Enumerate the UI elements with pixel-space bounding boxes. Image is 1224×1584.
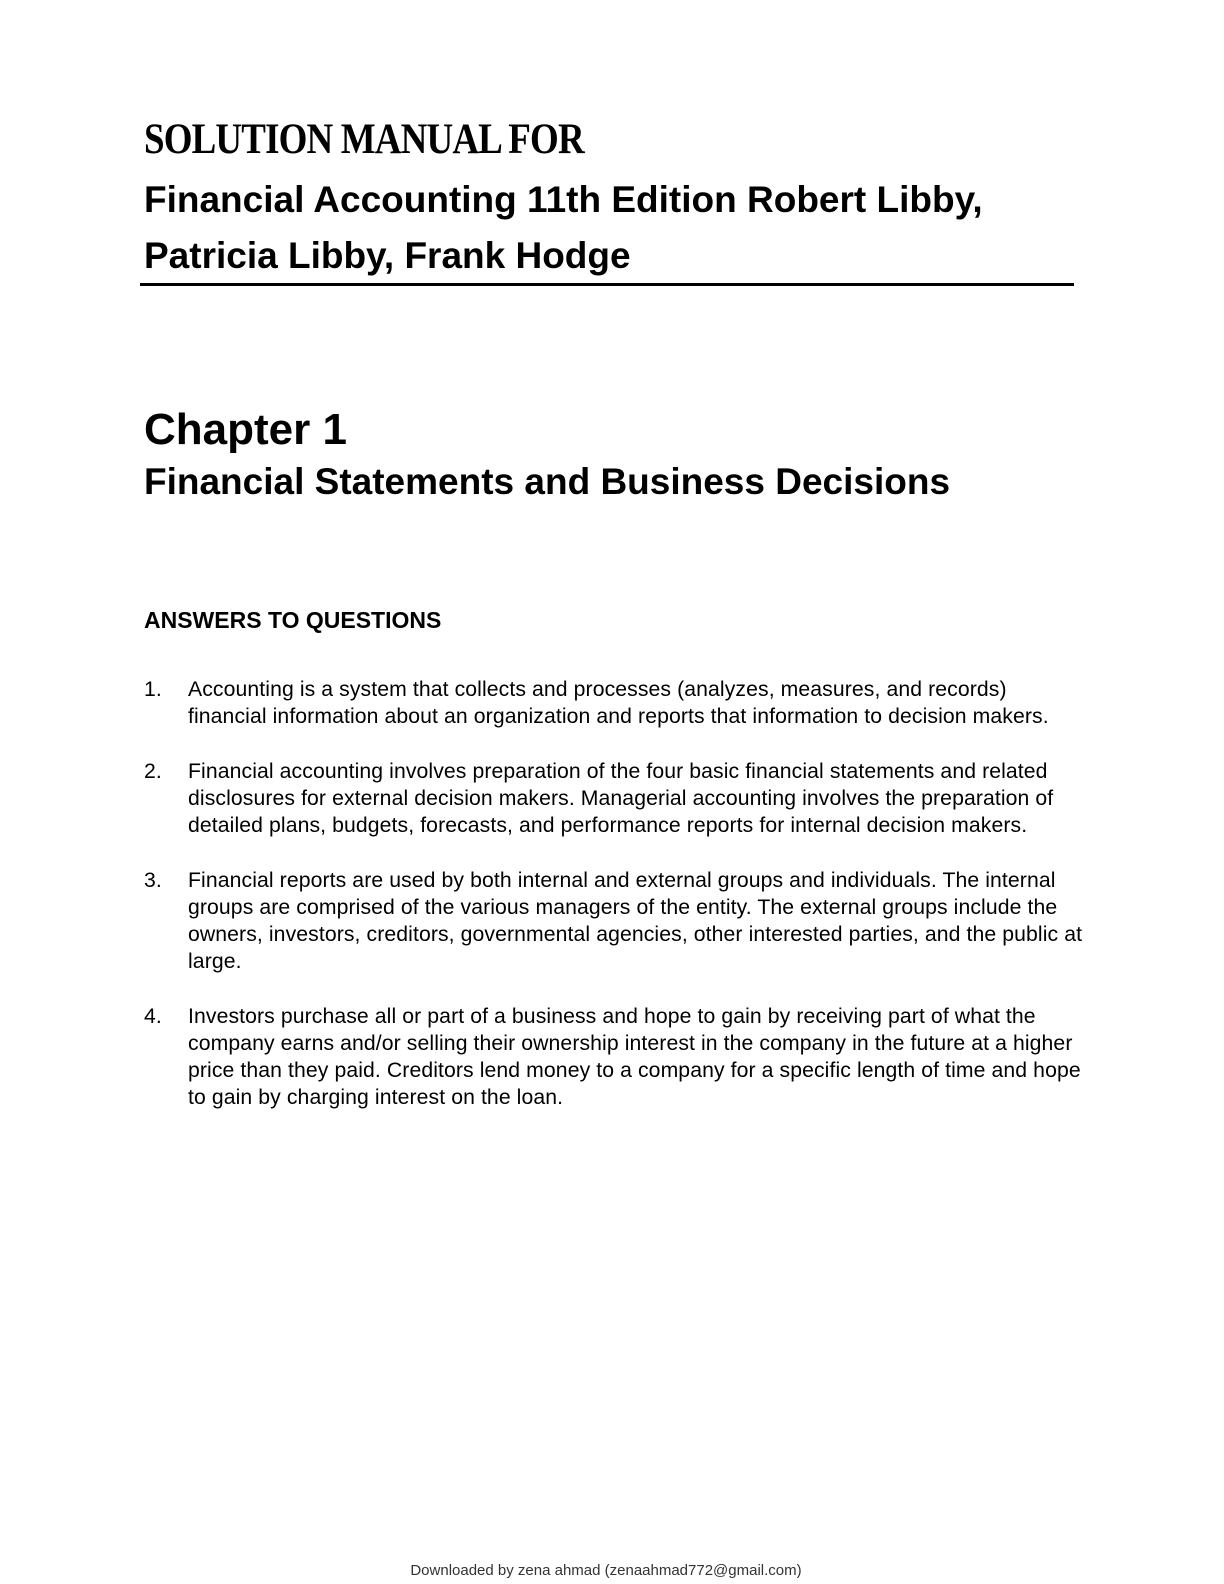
- manual-title: SOLUTION MANUAL FOR: [144, 116, 584, 163]
- chapter-title: Financial Statements and Business Decisions: [144, 461, 951, 502]
- title-divider: [140, 283, 1074, 286]
- answer-text: Accounting is a system that collects and processes (analyzes, measures, and records) financial information about an organization and reports that information to decision makers.: [188, 678, 1049, 728]
- section-heading: ANSWERS TO QUESTIONS: [144, 607, 442, 633]
- answer-number: 1.: [144, 678, 162, 701]
- answers-list: [144, 676, 1084, 1139]
- answer-number: 4.: [144, 1005, 162, 1028]
- answer-number: 2.: [144, 760, 162, 783]
- answer-item: [144, 867, 1084, 975]
- answer-text: Financial reports are used by both internal and external groups and individuals. The internal groups are comprised of the various managers of the entity. The external groups include the owners, investors, creditors, governmental agencies, other interested parties, and the public at large.: [188, 869, 1083, 973]
- answer-item: [144, 676, 1084, 730]
- answer-text: Investors purchase all or part of a business and hope to gain by receiving part of what the company earns and/or selling their ownership interest in the company in the future at a higher price than they paid. Creditors lend money to a company for a specific length of time and hope to gain by charging interest on the loan.: [188, 1005, 1081, 1109]
- answer-item: [144, 758, 1084, 839]
- download-footer: Downloaded by zena ahmad (zenaahmad772@gmail.com): [410, 1562, 802, 1579]
- answer-number: 3.: [144, 869, 162, 892]
- book-title: Financial Accounting 11th Edition Robert Libby, Patricia Libby, Frank Hodge: [144, 179, 983, 276]
- answer-item: [144, 1003, 1084, 1111]
- chapter-number: Chapter 1: [144, 405, 347, 454]
- answer-text: Financial accounting involves preparation of the four basic financial statements and related disclosures for external decision makers. Managerial accounting involves the preparation of detailed plans, budgets, forecasts, and performance reports for internal decision makers.: [188, 760, 1054, 837]
